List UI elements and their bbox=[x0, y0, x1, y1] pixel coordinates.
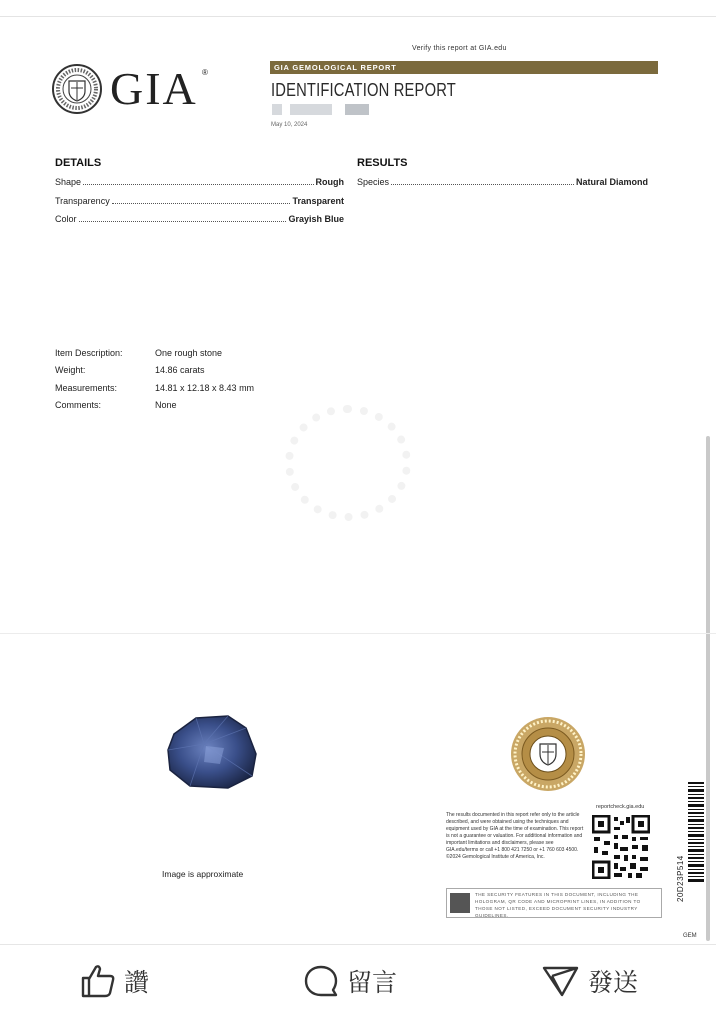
detail-value: Grayish Blue bbox=[288, 214, 344, 224]
detail-row-color bbox=[55, 214, 344, 224]
report-band-text: GIA GEMOLOGICAL REPORT bbox=[274, 63, 397, 72]
barcode-number: 20D23P514 bbox=[676, 855, 685, 902]
results-heading: RESULTS bbox=[357, 157, 408, 169]
like-button[interactable] bbox=[80, 963, 149, 999]
comment-label: 留言 bbox=[347, 968, 398, 997]
rough-diamond-image bbox=[166, 714, 260, 790]
gem-mark: GEM bbox=[683, 933, 697, 939]
detail-value: Rough bbox=[315, 177, 344, 187]
item-value-measurements: 14.81 x 12.18 x 8.43 mm bbox=[155, 383, 255, 393]
barcode-icon bbox=[688, 782, 704, 882]
send-icon bbox=[542, 964, 580, 998]
disclaimer-text: The results documented in this report refer only to the article described, and were obtained using the techniques and equipment used by GIA at the time of examination. This report is not a guarantee or valuation. For additional information and important limitations and disclaimers, please see GIA.edu/terms or call +1 800 421 7250 or +1 760 603 4500. ©2024 Gemological Institute of America, Inc. bbox=[446, 812, 584, 860]
report-band bbox=[270, 61, 658, 74]
fold-line bbox=[0, 633, 716, 634]
verify-text: Verify this report at GIA.edu bbox=[412, 45, 507, 52]
comment-bubble-icon bbox=[303, 964, 339, 998]
item-value-weight: 14.86 carats bbox=[155, 365, 205, 375]
gia-seal-icon bbox=[52, 64, 102, 114]
redacted-number bbox=[290, 104, 332, 115]
item-label-comments: Comments: bbox=[55, 400, 102, 410]
detail-row-shape bbox=[55, 177, 344, 187]
image-caption: Image is approximate bbox=[162, 869, 244, 879]
top-divider bbox=[0, 16, 716, 17]
detail-label: Shape bbox=[55, 177, 82, 187]
result-row-species bbox=[357, 177, 648, 187]
security-text: THE SECURITY FEATURES IN THIS DOCUMENT, INCLUDING THE HOLOGRAM, QR CODE AND MICROPRINT LINES, IN ADDITION TO THOSE NOT LISTED, EXCEED DOCUMENT SECURITY INDUSTRY GUIDELINES. bbox=[475, 892, 641, 918]
share-label: 發送 bbox=[588, 968, 639, 997]
share-button[interactable] bbox=[542, 963, 638, 999]
thumbs-up-icon bbox=[80, 964, 116, 998]
report-date: May 10, 2024 bbox=[271, 122, 308, 128]
scrollbar[interactable] bbox=[706, 436, 710, 941]
item-value-comments: None bbox=[155, 400, 177, 410]
report-title: IDENTIFICATION REPORT bbox=[271, 80, 456, 100]
redacted-number bbox=[272, 104, 282, 115]
watermark-emblem bbox=[285, 405, 411, 521]
item-label-weight: Weight: bbox=[55, 365, 86, 375]
qr-code-icon[interactable] bbox=[592, 815, 650, 879]
gia-logo bbox=[52, 63, 208, 114]
detail-label: Transparency bbox=[55, 196, 110, 206]
detail-value: Transparent bbox=[292, 196, 344, 206]
brand-wordmark: GIA bbox=[110, 63, 198, 114]
result-value: Natural Diamond bbox=[575, 177, 648, 187]
result-label: Species bbox=[357, 177, 390, 187]
details-heading: DETAILS bbox=[55, 157, 102, 169]
like-label: 讚 bbox=[124, 968, 150, 997]
item-value-description: One rough stone bbox=[155, 348, 223, 358]
comment-button[interactable] bbox=[303, 963, 397, 999]
detail-row-transparency bbox=[55, 196, 344, 206]
security-notice bbox=[446, 888, 662, 918]
action-bar bbox=[0, 944, 716, 1025]
item-label-measurements: Measurements: bbox=[55, 383, 118, 393]
registered-mark: ® bbox=[202, 68, 208, 77]
lock-icon bbox=[450, 893, 470, 913]
item-label-description: Item Description: bbox=[55, 348, 123, 358]
redacted-number bbox=[345, 104, 369, 115]
qr-label[interactable]: reportcheck.gia.edu bbox=[596, 804, 645, 810]
detail-label: Color bbox=[55, 214, 77, 224]
gia-gold-seal-icon bbox=[510, 716, 586, 792]
